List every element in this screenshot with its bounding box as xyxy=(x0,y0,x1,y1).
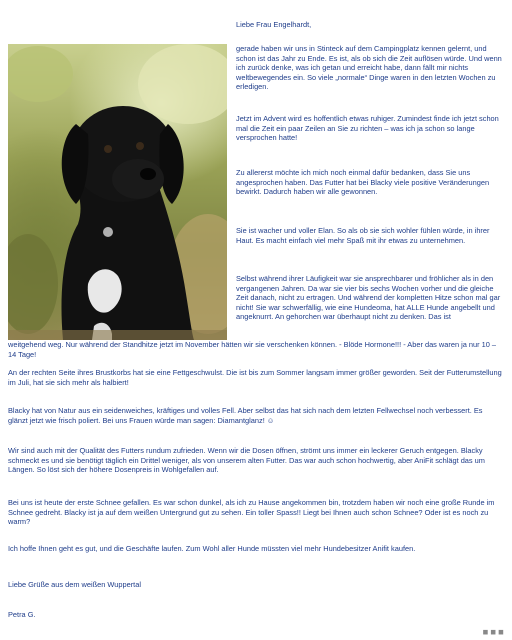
salutation: Liebe Frau Engelhardt, xyxy=(236,20,312,29)
paragraph-5-continued: weitgehend weg. Nur während der Standhitze jetzt im November hätten wir sie verschenken können. - Blöde Hormone!!! - Aber das waren ja nur 10 – 14 Tage! xyxy=(8,340,497,359)
paragraph-6: An der rechten Seite ihres Brustkorbs hat sie eine Fettgeschwulst. Die ist bis zum Sommer langsam immer größer geworden. Seit der Futterumstellung im Juli, hat sie sich mehr als halbiert! xyxy=(8,368,502,387)
paragraph-9: Bei uns ist heute der erste Schnee gefallen. Es war schon dunkel, als ich zu Hause angekommen bin, trotzdem haben wir noch eine große Runde im Schnee gedreht. Blacky ist ja auf dem weißen Untergrund gut zu sehen. Ein toller Spass!! Liegt bei Ihnen auch schon Schnee? Oder ist es noch zu warm? xyxy=(8,498,495,527)
signature: Petra G. xyxy=(8,610,36,619)
paragraph-8: Wir sind auch mit der Qualität des Futters rundum zufrieden. Wenn wir die Dosen öffnen, strömt uns immer ein leckerer Geruch entgegen. Blacky schmeckt es und sie benötigt täglich ein Drittel weniger, als von unserem alten Futter. Das war auch schon hochwertig, aber AniFit schlägt das um Längen. So löst sich der höhere Dosenpreis in Wohlgefallen auf. xyxy=(8,446,485,475)
paragraph-2: Jetzt im Advent wird es hoffentlich etwas ruhiger. Zumindest finde ich jetzt schon mal die Zeit ein paar Zeilen an Sie zu richten – was ich ja schon so lange versprochen hatte! xyxy=(236,114,499,143)
paragraph-4: Sie ist wacher und voller Elan. So als ob sie sich wohler fühlen würde, in ihrer Haut. Es macht einfach viel mehr Spaß mit ihr etwas zu unternehmen. xyxy=(236,226,490,245)
black-dog-photo xyxy=(8,44,227,340)
paragraph-10: Ich hoffe Ihnen geht es gut, und die Geschäfte laufen. Zum Wohl aller Hunde müssten viel mehr Hundebesitzer Anifit kaufen. xyxy=(8,544,416,553)
closing: Liebe Grüße aus dem weißen Wuppertal xyxy=(8,580,141,589)
page-footer-mark: ◼ ◼ ◼ xyxy=(482,629,504,636)
paragraph-7: Blacky hat von Natur aus ein seidenweiches, kräftiges und volles Fell. Aber selbst das hat sich nach dem letzten Fellwechsel noch verbessert. Es glänzt jetzt wie frisch poliert. Bei uns Frauen würde man sagen: Diamantglanz! ☺ xyxy=(8,406,483,425)
paragraph-1: gerade haben wir uns in Stinteck auf dem Campingplatz kennen gelernt, und schon ist das Jahr zu Ende. Es ist, als ob sich die Zeit auflösen würde. Und wenn ich zurück denke, was ich getan und erreicht habe, dann fällt mir nichts weltbewegendes ein. So viele „normale“ Dinge waren in den letzten Wochen zu erledigen. xyxy=(236,44,502,92)
dog-photo xyxy=(8,44,227,340)
paragraph-5-right: Selbst während ihrer Läufigkeit war sie ansprechbarer und fröhlicher als in den vergangenen Jahren. Da war sie vier bis sechs Wochen vorher und die gleiche Zeit danach, nicht zu ertragen. Und während der kompletten Hitze schon mal gar nicht! Sie war schwerfällig, wie eine Hundeoma, hat ALLE Hunde angebellt und angeknurrt. An gehorchen war überhaupt nicht zu denken. Das ist xyxy=(236,274,501,322)
paragraph-3: Zu allererst möchte ich mich noch einmal dafür bedanken, dass Sie uns angesprochen haben. Das Futter hat bei Blacky viele positive Veränderungen bewirkt. Dadurch haben wir alle gewonnen. xyxy=(236,168,490,197)
